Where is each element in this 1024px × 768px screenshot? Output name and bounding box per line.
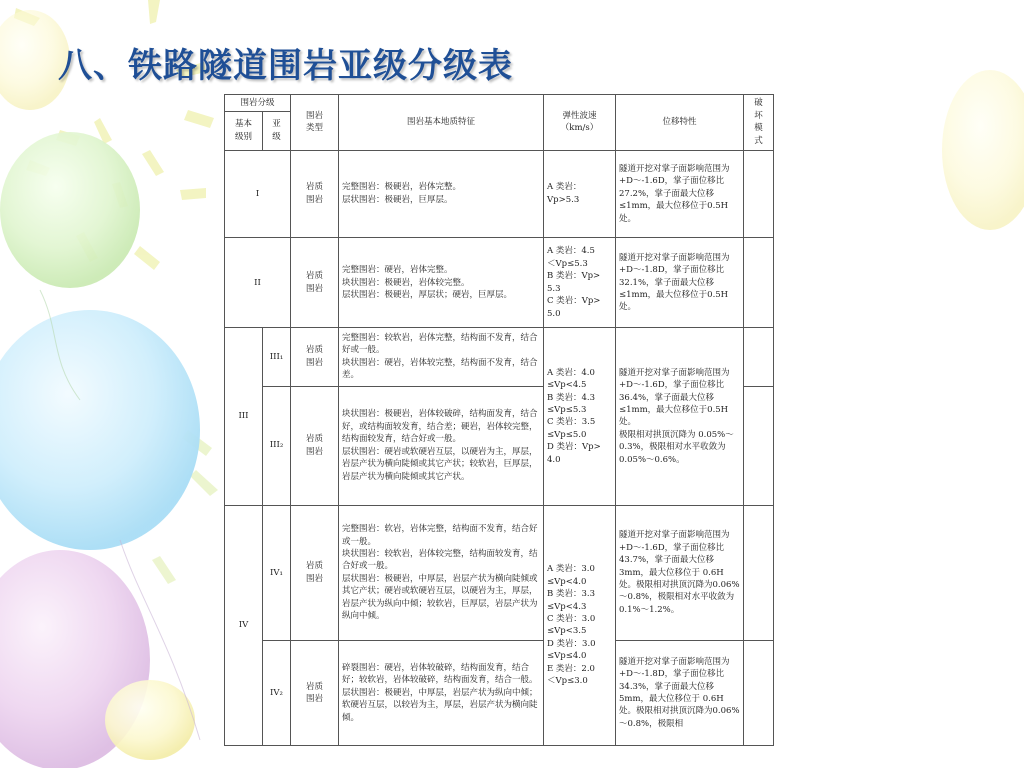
basic-grade-cell: III: [225, 328, 263, 506]
failure-mode-cell: [744, 386, 774, 505]
sub-grade-cell: IV₁: [263, 505, 291, 640]
basic-grade-cell: I: [225, 150, 291, 238]
header-geology: 围岩基本地质特征: [339, 95, 544, 151]
failure-mode-cell: [744, 640, 774, 745]
geology-cell: 块状围岩：极硬岩，岩体较破碎，结构面发育，结合好，或结构面较发育，结合差；硬岩，岩体较完整，结构面较发育，结合好或一般。 层状围岩：硬岩或软硬岩互层，以硬岩为主，厚层，岩层产状为横向陡倾或其它产状；较软岩，巨厚层，岩层产状为横向陡倾或其它产状。: [339, 386, 544, 505]
rock-type-cell: 岩质 围岩: [291, 505, 339, 640]
geology-cell: 完整围岩：极硬岩，岩体完整。 层状围岩：极硬岩，巨厚层。: [339, 150, 544, 238]
header-rock-type: 围岩 类型: [291, 95, 339, 151]
wave-speed-cell: A 类岩：4.5 ＜Vp≤5.3 B 类岩：Vp> 5.3 C 类岩：Vp> 5.0: [544, 238, 616, 328]
rock-classification-table: [224, 94, 774, 746]
rock-type-cell: 岩质 围岩: [291, 386, 339, 505]
header-basic-grade: 基本 级别: [225, 112, 263, 150]
failure-mode-cell: [744, 150, 774, 238]
wave-speed-cell: A 类岩：3.0 ≤Vp<4.0 B 类岩：3.3 ≤Vp<4.3 C 类岩：3.0 ≤Vp<3.5 D 类岩：3.0 ≤Vp≤4.0 E 类岩：2.0 ＜Vp≤3.0: [544, 505, 616, 745]
slide-title: 八、铁路隧道围岩亚级分级表: [58, 46, 513, 86]
sub-grade-cell: III₂: [263, 386, 291, 505]
header-displacement: 位移特性: [616, 95, 744, 151]
table-row: [225, 238, 774, 328]
header-sub-grade: 亚 级: [263, 112, 291, 150]
displacement-cell: 隧道开挖对掌子面影响范围为+D～-1.8D，掌子面位移比 34.3%，掌子面最大位移 5mm，最大位移位于 0.6H 处。极限相对拱顶沉降为0.06%～0.8%，极限相: [616, 640, 744, 745]
sub-grade-cell: IV₂: [263, 640, 291, 745]
failure-mode-cell: [744, 505, 774, 640]
table-row: [225, 328, 774, 387]
basic-grade-cell: II: [225, 238, 291, 328]
geology-cell: 完整围岩：软岩，岩体完整，结构面不发育，结合好或一般。 块状围岩：较软岩，岩体较完整，结构面较发育，结合好或一般。 层状围岩：极硬岩，中厚层，岩层产状为横向陡倾或其它产状；硬岩或软硬岩互层，以硬岩为主，厚层，岩层产状为纵向中倾；较软岩，巨厚层，岩层产状为纵向中倾。: [339, 505, 544, 640]
geology-cell: 完整围岩：较软岩，岩体完整，结构面不发育，结合好或一般。 块状围岩：硬岩，岩体较完整，结构面不发育，结合差。: [339, 328, 544, 387]
rock-type-cell: 岩质 围岩: [291, 328, 339, 387]
basic-grade-cell: IV: [225, 505, 263, 745]
header-classification: 围岩分级: [225, 95, 291, 112]
wave-speed-cell: A 类岩：4.0 ≤Vp<4.5 B 类岩：4.3 ≤Vp≤5.3 C 类岩：3.5 ≤Vp≤5.0 D 类岩：Vp> 4.0: [544, 328, 616, 506]
wave-speed-cell: A 类岩： Vp>5.3: [544, 150, 616, 238]
geology-cell: 碎裂围岩：硬岩，岩体较破碎，结构面发育，结合好；较软岩，岩体较破碎，结构面发育，结合一般。 层状围岩：极硬岩，中厚层，岩层产状为纵向中倾；软硬岩互层，以较岩为主，厚层，岩层产状为横向陡倾。: [339, 640, 544, 745]
header-failure-mode: 破 坏 模 式: [744, 95, 774, 151]
rock-type-cell: 岩质 围岩: [291, 150, 339, 238]
table-row: [225, 150, 774, 238]
sub-grade-cell: III₁: [263, 328, 291, 387]
failure-mode-cell: [744, 238, 774, 328]
table-row: [225, 640, 774, 745]
header-wave-speed: 弹性波速 （km/s）: [544, 95, 616, 151]
table-row: [225, 505, 774, 640]
displacement-cell: 隧道开挖对掌子面影响范围为+D～-1.6D，掌子面位移比 27.2%，掌子面最大位移≤1mm，最大位移位于0.5H 处。: [616, 150, 744, 238]
failure-mode-cell: [744, 328, 774, 387]
displacement-cell: 隧道开挖对掌子面影响范围为+D～-1.8D，掌子面位移比 32.1%，掌子面最大位移≤1mm，最大位移位于0.5H 处。: [616, 238, 744, 328]
rock-type-cell: 岩质 围岩: [291, 238, 339, 328]
rock-type-cell: 岩质 围岩: [291, 640, 339, 745]
displacement-cell: 隧道开挖对掌子面影响范围为+D～-1.6D，掌子面位移比 36.4%，掌子面最大位移≤1mm，最大位移位于0.5H 处。 极限相对拱顶沉降为 0.05%～0.3%，极限相对水平收敛为 0.05%～0.6%。: [616, 328, 744, 506]
geology-cell: 完整围岩：硬岩，岩体完整。 块状围岩：极硬岩，岩体较完整。 层状围岩：极硬岩，厚层状；硬岩，巨厚层。: [339, 238, 544, 328]
displacement-cell: 隧道开挖对掌子面影响范围为+D～-1.6D，掌子面位移比 43.7%，掌子面最大位移 3mm，最大位移位于 0.6H 处。极限相对拱顶沉降为0.06%～0.8%，极限相对水平收敛为 0.1%～1.2%。: [616, 505, 744, 640]
